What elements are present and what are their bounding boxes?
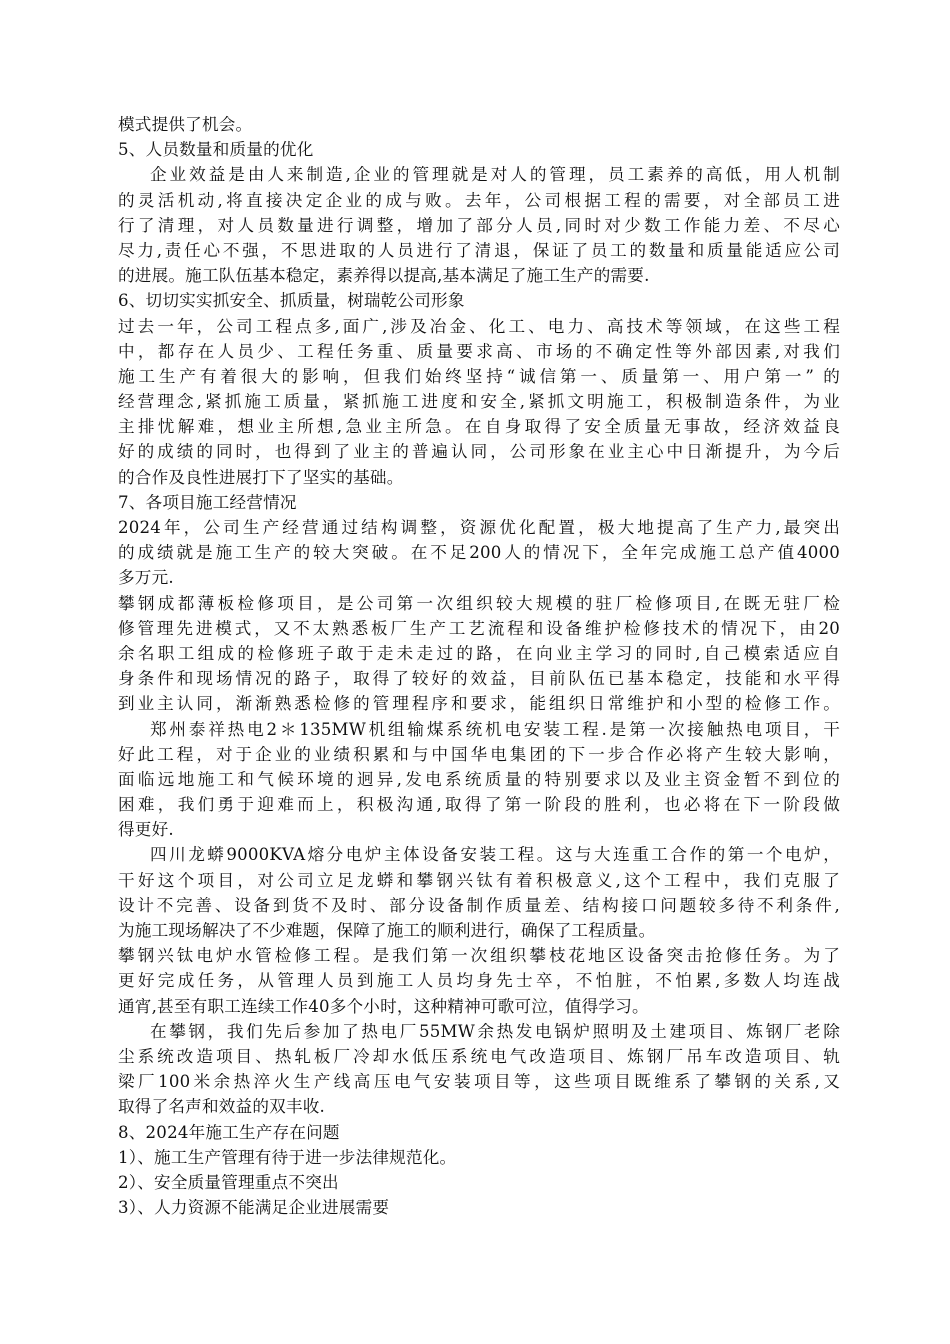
text-line: 设计不完善、设备到货不及时、部分设备制作质量差、结构接口问题较多待不利条件, [118,895,840,915]
text-line: 得更好. [118,820,174,840]
text-line: 过去一年，公司工程点多,面广,涉及冶金、化工、电力、高技术等领域，在这些工程 [118,316,840,336]
text-line: 面临远地施工和气候环境的迥异,发电系统质量的特别要求以及业主资金暂不到位的 [118,769,840,789]
text-line: 梁厂100米余热淬火生产线高压电气安装项目等，这些项目既维系了攀钢的关系,又 [118,1072,840,1092]
text-line: 好此工程，对于企业的业绩积累和与中国华电集团的下一步合作必将产生较大影响， [118,744,840,764]
section-heading: 7、各项目施工经营情况 [118,492,297,512]
text-line: 攀钢成都薄板检修项目，是公司第一次组织较大规模的驻厂检修项目,在既无驻厂检 [118,593,840,613]
text-line: 到业主认同，渐渐熟悉检修的管理程序和要求，能组织日常维护和小型的检修工作。 [118,694,840,714]
text-line: 经营理念,紧抓施工质量，紧抓施工进度和安全,紧抓文明施工，积极制造条件，为业 [118,392,840,412]
text-line: 余名职工组成的检修班子敢于走未走过的路，在向业主学习的同时,自己模索适应自 [118,643,840,663]
text-line: 行了清理，对人员数量进行调整，增加了部分人员,同时对少数工作能力差、不尽心 [118,215,840,235]
text-line: 在攀钢，我们先后参加了热电厂55MW余热发电锅炉照明及土建项目、炼钢厂老除 [150,1021,840,1041]
section-heading: 6、切切实实抓安全、抓质量，树瑞乾公司形象 [118,291,465,311]
document-page [118,112,840,1220]
text-line: 企业效益是由人来制造,企业的管理就是对人的管理，员工素养的高低，用人机制 [150,165,840,185]
text-line: 攀钢兴钛电炉水管检修工程。是我们第一次组织攀枝花地区设备突击抢修任务。为了 [118,946,840,966]
text-line: 修管理先进模式，又不太熟悉板厂生产工艺流程和设备维护检修技术的情况下，由20 [118,618,840,638]
text-line: 的合作及良性进展打下了坚实的基础。 [118,467,404,487]
text-line: 更好完成任务，从管理人员到施工人员均身先士卒，不怕脏，不怕累,多数人均连战 [118,971,840,991]
text-line: 困难，我们勇于迎难而上，积极沟通,取得了第一阶段的胜利，也必将在下一阶段做 [118,795,840,815]
text-line: 好的成绩的同时，也得到了业主的普遍认同，公司形象在业主心中日渐提升，为今后 [118,442,840,462]
text-line: 模式提供了机会。 [118,115,253,134]
text-line: 多万元. [118,568,174,588]
text-line: 中，都存在人员少、工程任务重、质量要求高、市场的不确定性等外部因素,对我们 [118,341,840,361]
text-line: 2024年，公司生产经营通过结构调整，资源优化配置，极大地提高了生产力,最突出 [118,518,840,537]
text-line: 的成绩就是施工生产的较大突破。在不足200人的情况下，全年完成施工总产值4000 [118,543,840,563]
list-item: 3）、人力资源不能满足企业进展需要 [118,1198,390,1218]
text-line: 取得了名声和效益的双丰收. [118,1097,325,1117]
text-line: 干好这个项目，对公司立足龙蟒和攀钢兴钛有着积极意义,这个工程中，我们克服了 [118,870,840,890]
list-item: 1）、施工生产管理有待于进一步法律规范化。 [118,1147,457,1167]
text-line: 通宵,甚至有职工连续工作40多个小时，这种精神可歌可泣，值得学习。 [118,996,649,1016]
text-line: 身条件和现场情况的路子，取得了较好的效益，目前队伍已基本稳定，技能和水平得 [118,669,840,689]
text-line: 主排忧解难，想业主所想,急业主所急。在自身取得了安全质量无事故，经济效益良 [118,417,840,437]
text-line: 施工生产有着很大的影响，但我们始终坚持“诚信第一、质量第一、用户第一” 的 [118,366,840,386]
text-line: 的进展。施工队伍基本稳定，素养得以提高,基本满足了施工生产的需要. [118,266,650,286]
text-line: 为施工现场解决了不少难题，保障了施工的顺利进行，确保了工程质量。 [118,921,656,940]
text-line: 郑州泰祥热电2＊135MW机组输煤系统机电安装工程.是第一次接触热电项目，干 [150,719,840,739]
text-line: 的灵活机动,将直接决定企业的成与败。去年，公司根据工程的需要，对全部员工进 [118,190,840,210]
section-heading: 8、2024年施工生产存在问题 [118,1122,340,1142]
section-heading: 5、人员数量和质量的优化 [118,140,314,160]
text-line: 尘系统改造项目、热轧板厂冷却水低压系统电气改造项目、炼钢厂吊车改造项目、轨 [118,1046,840,1066]
list-item: 2）、安全质量管理重点不突出 [118,1172,339,1192]
text-line: 四川龙蟒9000KVA熔分电炉主体设备安装工程。这与大连重工合作的第一个电炉， [150,845,840,865]
text-line: 尽力,责任心不强，不思进取的人员进行了清退，保证了员工的数量和质量能适应公司 [118,240,840,260]
